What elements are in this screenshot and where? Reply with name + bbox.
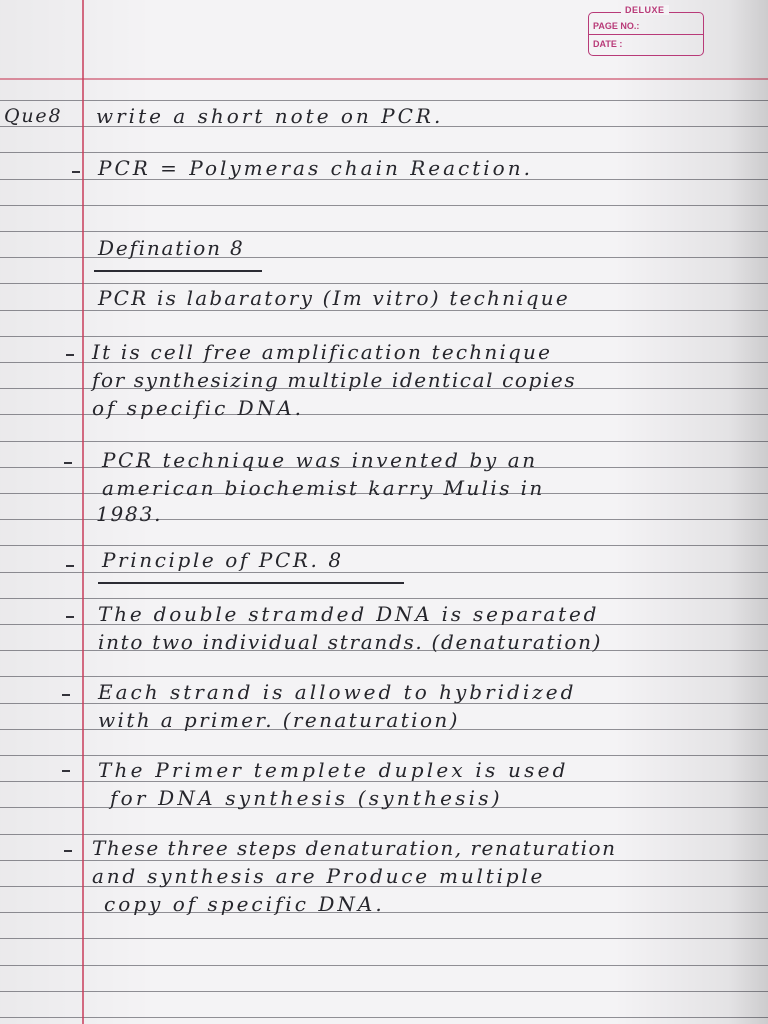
top-margin-line <box>0 78 768 80</box>
three-steps-line-2: and synthesis are Produce multiple <box>92 864 546 888</box>
page-no-label: PAGE NO.: <box>593 21 640 31</box>
double-strand-line-2: into two individual strands. (denaturation) <box>98 630 603 654</box>
ruled-line <box>0 283 768 284</box>
bullet-dash <box>66 565 74 567</box>
invented-line-2: american biochemist karry Mulis in <box>102 476 545 500</box>
ruled-line <box>0 100 768 101</box>
ruled-line <box>0 1017 768 1018</box>
invented-line-1: PCR technique was invented by an <box>102 448 538 472</box>
cell-free-line-2: for synthesizing multiple identical copies <box>92 368 577 392</box>
pcr-full-form: PCR = Polymeras chain Reaction. <box>98 156 533 180</box>
bullet-dash <box>64 462 72 464</box>
brand-label: DELUXE <box>621 5 669 15</box>
ruled-line <box>0 676 768 677</box>
primer-line-2: for DNA synthesis (synthesis) <box>110 786 503 810</box>
primer-line-1: The Primer templete duplex is used <box>98 758 569 782</box>
question-text: write a short note on PCR. <box>96 104 444 128</box>
question-prefix: Que8 <box>4 105 63 127</box>
ruled-line <box>0 755 768 756</box>
each-strand-line-2: with a primer. (renaturation) <box>98 708 460 732</box>
bullet-dash <box>66 354 74 356</box>
ruled-line <box>0 441 768 442</box>
ruled-line <box>0 598 768 599</box>
definition-underline <box>94 270 262 272</box>
ruled-line <box>0 545 768 546</box>
definition-line: PCR is labaratory (Im vitro) technique <box>98 286 570 310</box>
three-steps-line-3: copy of specific DNA. <box>104 892 385 916</box>
invented-line-3: 1983. <box>96 502 163 526</box>
definition-heading: Defination 8 <box>98 236 245 260</box>
principle-heading: Principle of PCR. 8 <box>102 548 344 572</box>
each-strand-line-1: Each strand is allowed to hybridized <box>98 680 577 704</box>
bullet-dash <box>66 616 74 618</box>
principle-underline <box>98 582 404 584</box>
bullet-dash <box>62 694 70 696</box>
ruled-line <box>0 938 768 939</box>
ruled-line <box>0 991 768 992</box>
ruled-line <box>0 205 768 206</box>
left-margin-line <box>82 0 84 1024</box>
page-edge-shadow <box>728 0 768 1024</box>
ruled-line <box>0 336 768 337</box>
ruled-line <box>0 231 768 232</box>
ruled-line <box>0 152 768 153</box>
stamp-divider <box>589 34 703 35</box>
bullet-dash <box>64 850 72 852</box>
ruled-line <box>0 965 768 966</box>
cell-free-line-3: of specific DNA. <box>92 396 304 420</box>
cell-free-line-1: It is cell free amplification technique <box>92 340 553 364</box>
double-strand-line-1: The double stramded DNA is separated <box>98 602 600 626</box>
bullet-dash <box>72 171 80 173</box>
page-header-stamp <box>588 5 704 56</box>
three-steps-line-1: These three steps denaturation, renaturation <box>92 836 617 860</box>
bullet-dash <box>62 770 70 772</box>
date-label: DATE : <box>593 39 623 49</box>
ruled-line <box>0 834 768 835</box>
